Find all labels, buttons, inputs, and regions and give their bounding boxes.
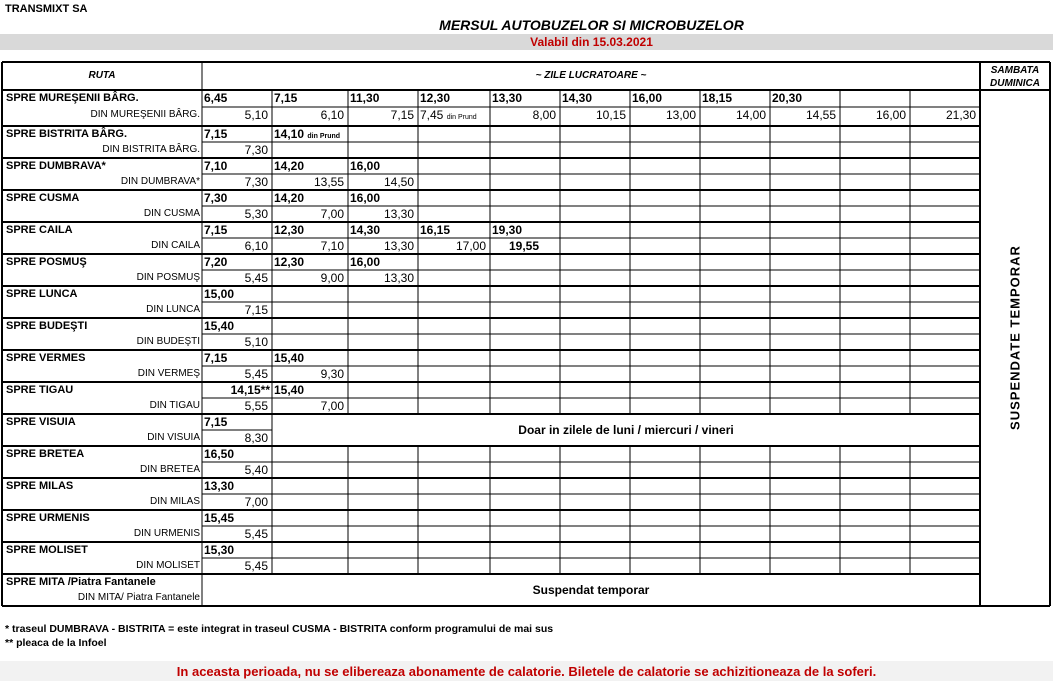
route-name: SPRE LUNCA: [6, 288, 78, 300]
return-time: [204, 108, 268, 122]
departure-time: [420, 91, 488, 105]
departure-time: [274, 223, 346, 237]
departure-time: [204, 447, 270, 461]
departure-time-value: 12,30: [274, 255, 305, 269]
return-time: [204, 271, 268, 285]
route-return-name: DIN VISUIA: [147, 432, 200, 443]
return-time: [274, 399, 344, 413]
return-time-value: 5,45: [244, 527, 268, 541]
departure-time-value: 15,40: [274, 351, 305, 365]
return-time: [274, 271, 344, 285]
route-return-name: DIN MITA/ Piatra Fantanele: [77, 592, 200, 603]
departure-time-value: 19,30: [492, 223, 523, 237]
return-time-value: 7,45: [420, 108, 444, 122]
departure-time-value: 7,15: [204, 415, 228, 429]
departure-time-value: 20,30: [772, 91, 803, 105]
route-name: SPRE DUMBRAVA*: [6, 160, 106, 172]
return-time-value: 5,10: [244, 335, 268, 349]
departure-time: [204, 191, 270, 205]
return-time: [204, 431, 268, 445]
return-time-value: 17,00: [455, 239, 486, 253]
departure-time: [204, 223, 270, 237]
route-name: SPRE CUSMA: [6, 192, 80, 204]
route-return-name: DIN URMENIS: [133, 528, 200, 539]
return-time: [204, 367, 268, 381]
return-time: [204, 303, 268, 317]
return-time-value: 5,55: [244, 399, 268, 413]
departure-time-value: 7,15: [204, 223, 228, 237]
departure-time-value: 14,15**: [230, 383, 270, 397]
departure-time-value: 15,40: [204, 319, 235, 333]
departure-time: [420, 223, 488, 237]
departure-time-value: 14,30: [562, 91, 593, 105]
departure-time-value: 15,45: [204, 511, 235, 525]
departure-time: [702, 91, 768, 105]
bottom-notice: In aceasta perioada, nu se elibereaza abonamente de calatorie. Biletele de calatorie se achizitioneaza de la soferi.: [176, 664, 877, 679]
departure-time: [350, 223, 416, 237]
footnote-1: * traseul DUMBRAVA - BISTRITA = este integrat in traseul CUSMA - BISTRITA conform programului de mai sus: [5, 623, 554, 635]
return-time-value: 14,00: [735, 108, 766, 122]
return-time-value: 5,45: [244, 367, 268, 381]
return-time-value: 8,00: [532, 108, 556, 122]
departure-time-value: 18,15: [702, 91, 733, 105]
return-time: [204, 207, 268, 221]
return-time-value: 5,40: [244, 463, 268, 477]
departure-time-value: 14,10: [274, 127, 305, 141]
route-name: SPRE MOLISET: [6, 544, 88, 556]
return-time: [350, 207, 414, 221]
route-return-name: DIN VERMEŞ: [137, 368, 200, 379]
departure-time: [204, 351, 270, 365]
departure-time-value: 13,30: [492, 91, 523, 105]
return-time: [204, 559, 268, 573]
departure-time: [204, 127, 270, 141]
return-time: [274, 108, 344, 122]
footnote-2: ** pleaca de la Infoel: [5, 637, 107, 649]
weekend-suspended-note: SUSPENDATE TEMPORAR: [1007, 245, 1023, 430]
departure-time-suffix: din Prund: [307, 133, 341, 140]
route-return-name: DIN POSMUŞ: [136, 272, 200, 283]
route-name: SPRE BRETEA: [6, 448, 85, 460]
departure-time-value: 11,30: [350, 91, 380, 105]
return-time-value: 5,10: [244, 108, 268, 122]
route-name: SPRE URMENIS: [6, 512, 90, 524]
departure-time: [204, 159, 270, 173]
departure-time: [274, 159, 346, 173]
departure-time-value: 16,00: [350, 159, 381, 173]
departure-time-value: 12,30: [420, 91, 451, 105]
departure-time-value: 16,00: [632, 91, 663, 105]
return-time: [912, 108, 976, 122]
page-title: MERSUL AUTOBUZELOR SI MICROBUZELOR: [439, 17, 744, 33]
return-time: [204, 527, 268, 541]
departure-time: [274, 127, 346, 144]
return-time-value: 19,55: [508, 239, 540, 253]
route-return-name: DIN CAILA: [151, 240, 200, 251]
return-time: [772, 108, 836, 122]
return-time: [274, 367, 344, 381]
departure-time-value: 6,45: [204, 91, 228, 105]
return-time-value: 13,00: [665, 108, 696, 122]
return-time-value: 5,45: [244, 559, 268, 573]
company-name: TRANSMIXT SA: [5, 3, 88, 15]
return-time: [350, 271, 414, 285]
departure-time: [274, 383, 346, 397]
route-note: Suspendat temporar: [532, 583, 650, 597]
header-route: RUTA: [88, 70, 116, 81]
route-name: SPRE MILAS: [6, 480, 74, 492]
departure-time-value: 14,20: [274, 191, 305, 205]
departure-time: [204, 383, 270, 397]
departure-time: [562, 91, 628, 105]
departure-time-value: 16,00: [350, 191, 381, 205]
departure-time-value: 16,00: [350, 255, 381, 269]
departure-time-value: 7,15: [204, 127, 228, 141]
return-time: [204, 495, 268, 509]
route-name: SPRE POSMUŞ: [6, 256, 87, 268]
return-time-value: 7,00: [320, 207, 344, 221]
return-time-value: 6,10: [320, 108, 344, 122]
return-time: [204, 335, 268, 349]
return-time: [204, 175, 268, 189]
departure-time-value: 16,50: [204, 447, 235, 461]
return-time: [632, 108, 696, 122]
departure-time: [274, 191, 346, 205]
departure-time-value: 14,20: [274, 159, 305, 173]
departure-time: [274, 91, 346, 105]
departure-time-value: 7,20: [204, 255, 228, 269]
return-time-value: 7,00: [244, 495, 268, 509]
departure-time: [274, 351, 346, 365]
route-note: Doar in zilele de luni / miercuri / vineri: [518, 423, 734, 437]
departure-time-value: 7,15: [274, 91, 298, 105]
departure-time: [204, 319, 270, 333]
departure-time: [492, 91, 558, 105]
return-time-value: 13,30: [383, 271, 414, 285]
route-return-name: DIN MILAS: [149, 496, 200, 507]
departure-time: [274, 255, 346, 269]
return-time: [492, 108, 556, 122]
return-time-value: 7,30: [244, 175, 268, 189]
return-time-value: 5,45: [244, 271, 268, 285]
return-time: [274, 207, 344, 221]
header-weekdays: ~ ZILE LUCRATOARE ~: [535, 70, 647, 81]
return-time: [204, 463, 268, 477]
departure-time: [204, 511, 270, 525]
route-name: SPRE TIGAU: [6, 384, 74, 396]
departure-time-value: 13,30: [204, 479, 235, 493]
route-name: SPRE VERMES: [6, 352, 86, 364]
route-return-name: DIN CUSMA: [143, 208, 200, 219]
return-time-value: 7,15: [244, 303, 268, 317]
return-time: [274, 239, 344, 253]
return-time: [204, 143, 268, 157]
return-time: [350, 239, 414, 253]
return-time: [492, 239, 556, 253]
departure-time-value: 15,40: [274, 383, 305, 397]
route-return-name: DIN LUNCA: [146, 304, 200, 315]
return-time-value: 7,30: [244, 143, 268, 157]
return-time-value: 16,00: [875, 108, 906, 122]
departure-time: [492, 223, 558, 237]
return-time: [350, 108, 414, 122]
header-weekend-sunday: DUMINICA: [990, 78, 1040, 89]
return-time-value: 10,15: [595, 108, 626, 122]
route-return-name: DIN BISTRITA BÂRG.: [102, 144, 200, 155]
route-name: SPRE BISTRITA BÂRG.: [6, 128, 128, 140]
departure-time: [772, 91, 838, 105]
route-name: SPRE BUDEŞTI: [6, 320, 88, 332]
departure-time: [204, 415, 270, 429]
return-time-value: 14,55: [805, 108, 836, 122]
departure-time-value: 14,30: [350, 223, 381, 237]
return-time-value: 21,30: [945, 108, 976, 122]
return-time-value: 14,50: [383, 175, 414, 189]
departure-time-value: 16,15: [420, 223, 451, 237]
route-return-name: DIN TIGAU: [149, 400, 200, 411]
return-time: [702, 108, 766, 122]
return-time: [562, 108, 626, 122]
departure-time: [632, 91, 698, 105]
return-time-suffix: din Prund: [446, 114, 477, 121]
route-return-name: DIN DUMBRAVA*: [120, 176, 200, 187]
departure-time: [204, 91, 270, 105]
return-time: [204, 239, 268, 253]
return-time-value: 5,30: [244, 207, 268, 221]
return-time-value: 7,15: [390, 108, 414, 122]
route-return-name: DIN BRETEA: [139, 464, 200, 475]
return-time: [274, 175, 344, 189]
return-time: [842, 108, 906, 122]
route-return-name: DIN MUREŞENII BÂRG.: [90, 109, 200, 120]
route-return-name: DIN BUDEŞTI: [136, 336, 200, 347]
return-time-value: 7,10: [320, 239, 344, 253]
departure-time-value: 7,30: [204, 191, 228, 205]
return-time-value: 9,00: [320, 271, 344, 285]
header-weekend-saturday: SAMBATA: [990, 65, 1040, 76]
return-time-value: 13,30: [383, 207, 414, 221]
return-time-value: 8,30: [244, 431, 268, 445]
valid-from: Valabil din 15.03.2021: [530, 35, 653, 49]
departure-time: [204, 479, 270, 493]
departure-time: [204, 255, 270, 269]
departure-time: [350, 255, 416, 269]
departure-time: [204, 287, 270, 301]
departure-time-value: 7,15: [204, 351, 228, 365]
departure-time: [350, 91, 416, 105]
departure-time-value: 15,00: [204, 287, 235, 301]
departure-time: [350, 159, 416, 173]
departure-time: [204, 543, 270, 557]
departure-time-value: 12,30: [274, 223, 305, 237]
route-name: SPRE MUREŞENII BÂRG.: [6, 92, 139, 104]
return-time: [420, 239, 486, 253]
departure-time: [350, 191, 416, 205]
route-name: SPRE VISUIA: [6, 416, 76, 428]
return-time-value: 9,30: [320, 367, 344, 381]
return-time: [420, 108, 486, 125]
departure-time-value: 7,10: [204, 159, 228, 173]
route-name: SPRE CAILA: [6, 224, 73, 236]
return-time-value: 13,55: [313, 175, 344, 189]
return-time: [350, 175, 414, 189]
return-time-value: 6,10: [244, 239, 268, 253]
route-name: SPRE MITA /Piatra Fantanele: [6, 576, 156, 588]
departure-time-value: 15,30: [204, 543, 235, 557]
return-time-value: 13,30: [383, 239, 414, 253]
return-time: [204, 399, 268, 413]
return-time-value: 7,00: [320, 399, 344, 413]
route-return-name: DIN MOLISET: [136, 560, 200, 571]
